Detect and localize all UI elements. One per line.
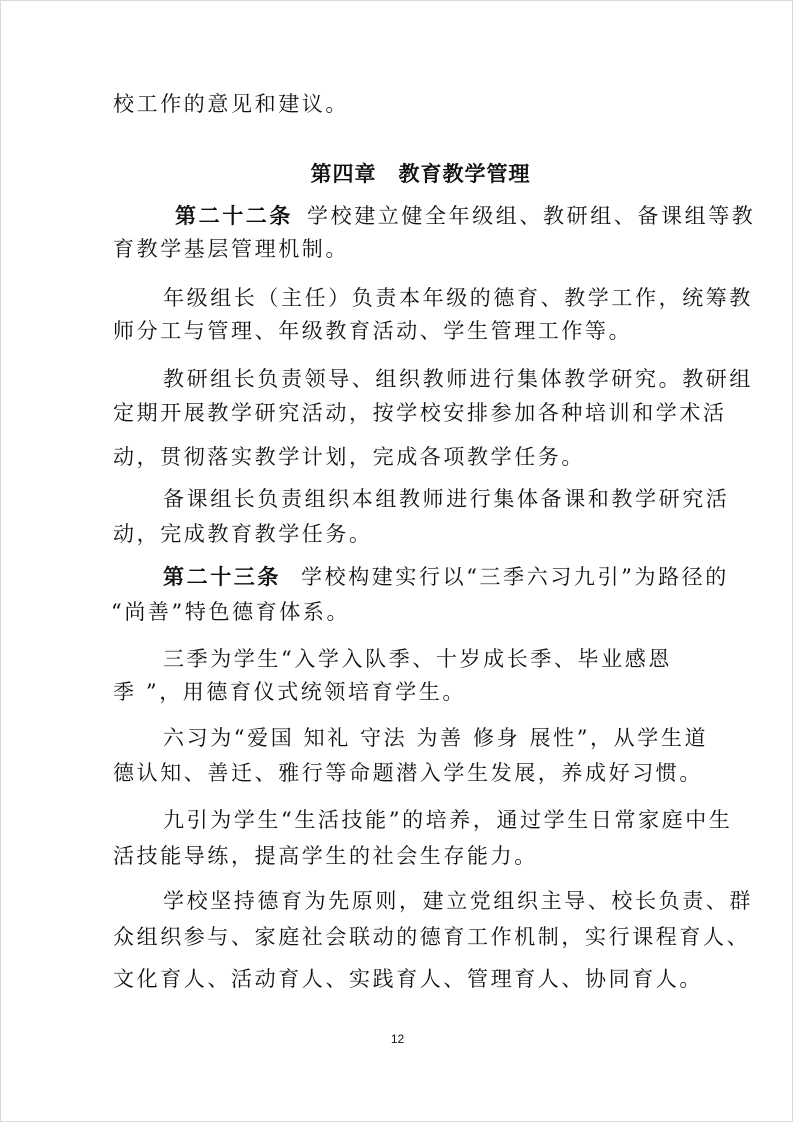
text-line (163, 364, 753, 394)
line-text: 九引为学生“生活技能”的培养，通过学生日常家庭中生 (163, 808, 733, 832)
article-number: 第二十二条 (175, 204, 293, 228)
line-text: 学校坚持德育为先原则，建立党组织主导、校长负责、群 (163, 889, 753, 913)
line-text: 学校构建实行以“三季六习九引”为路径的 (301, 565, 729, 589)
page-number: 12 (390, 1032, 405, 1046)
line-text: 活技能导练，提高学生的社会生存能力。 (113, 844, 538, 868)
line-text: 定期开展教学研究活动，按学校安排参加各种培训和学术活 (113, 401, 727, 425)
line-text: 育教学基层管理机制。 (113, 237, 349, 261)
line-text: 德认知、善迁、雅行等命题潜入学生发展，养成好习惯。 (113, 761, 703, 785)
text-line (111, 597, 350, 627)
text-line (113, 964, 703, 994)
line-text: 季 ”，用德育仪式统领培育学生。 (113, 680, 467, 704)
text-line (113, 677, 466, 707)
line-text: 教研组长负责领导、组织教师进行集体教学研究。教研组 (163, 367, 753, 391)
line-text: 三季为学生“入学入队季、十岁成长季、毕业感恩 (163, 647, 672, 671)
text-line (163, 484, 729, 514)
text-line (113, 234, 349, 264)
article-22-line (175, 201, 755, 231)
line-text: 文化育人、活动育人、实践育人、管理育人、协同育人。 (113, 967, 703, 991)
text-line (113, 841, 538, 871)
text-line (113, 519, 373, 549)
text-line (163, 886, 753, 916)
line-text: 动，贯彻落实教学计划，完成各项教学任务。 (113, 445, 585, 469)
chapter-heading: 第四章 教育教学管理 (310, 162, 531, 186)
text-line (113, 442, 585, 472)
text-line (113, 922, 750, 952)
text-line (113, 398, 727, 428)
line-text: 校工作的意见和建议。 (113, 92, 349, 116)
line-text: 备课组长负责组织本组教师进行集体备课和教学研究活 (163, 487, 730, 511)
line-text: 学校建立健全年级组、教研组、备课组等教 (307, 204, 756, 228)
line-text: 师分工与管理、年级教育活动、学生管理工作等。 (113, 319, 633, 343)
line-text: 动，完成教育教学任务。 (113, 522, 373, 546)
line-text: 众组织参与、家庭社会联动的德育工作机制，实行课程育人、 (113, 925, 751, 949)
text-line (163, 805, 732, 835)
text-line (113, 758, 703, 788)
text-line (163, 644, 672, 674)
text-line (113, 89, 349, 119)
line-text: 六习为“爱国 知礼 守法 为善 修身 展性”，从学生道 (163, 726, 709, 750)
article-number: 第二十三条 (163, 565, 281, 589)
article-23-line (163, 562, 729, 592)
text-line (163, 283, 753, 313)
line-text: “尚善”特色德育体系。 (111, 600, 351, 624)
line-text: 年级组长（主任）负责本年级的德育、教学工作，统筹教 (163, 286, 753, 310)
text-line (113, 316, 632, 346)
text-line (163, 723, 708, 753)
